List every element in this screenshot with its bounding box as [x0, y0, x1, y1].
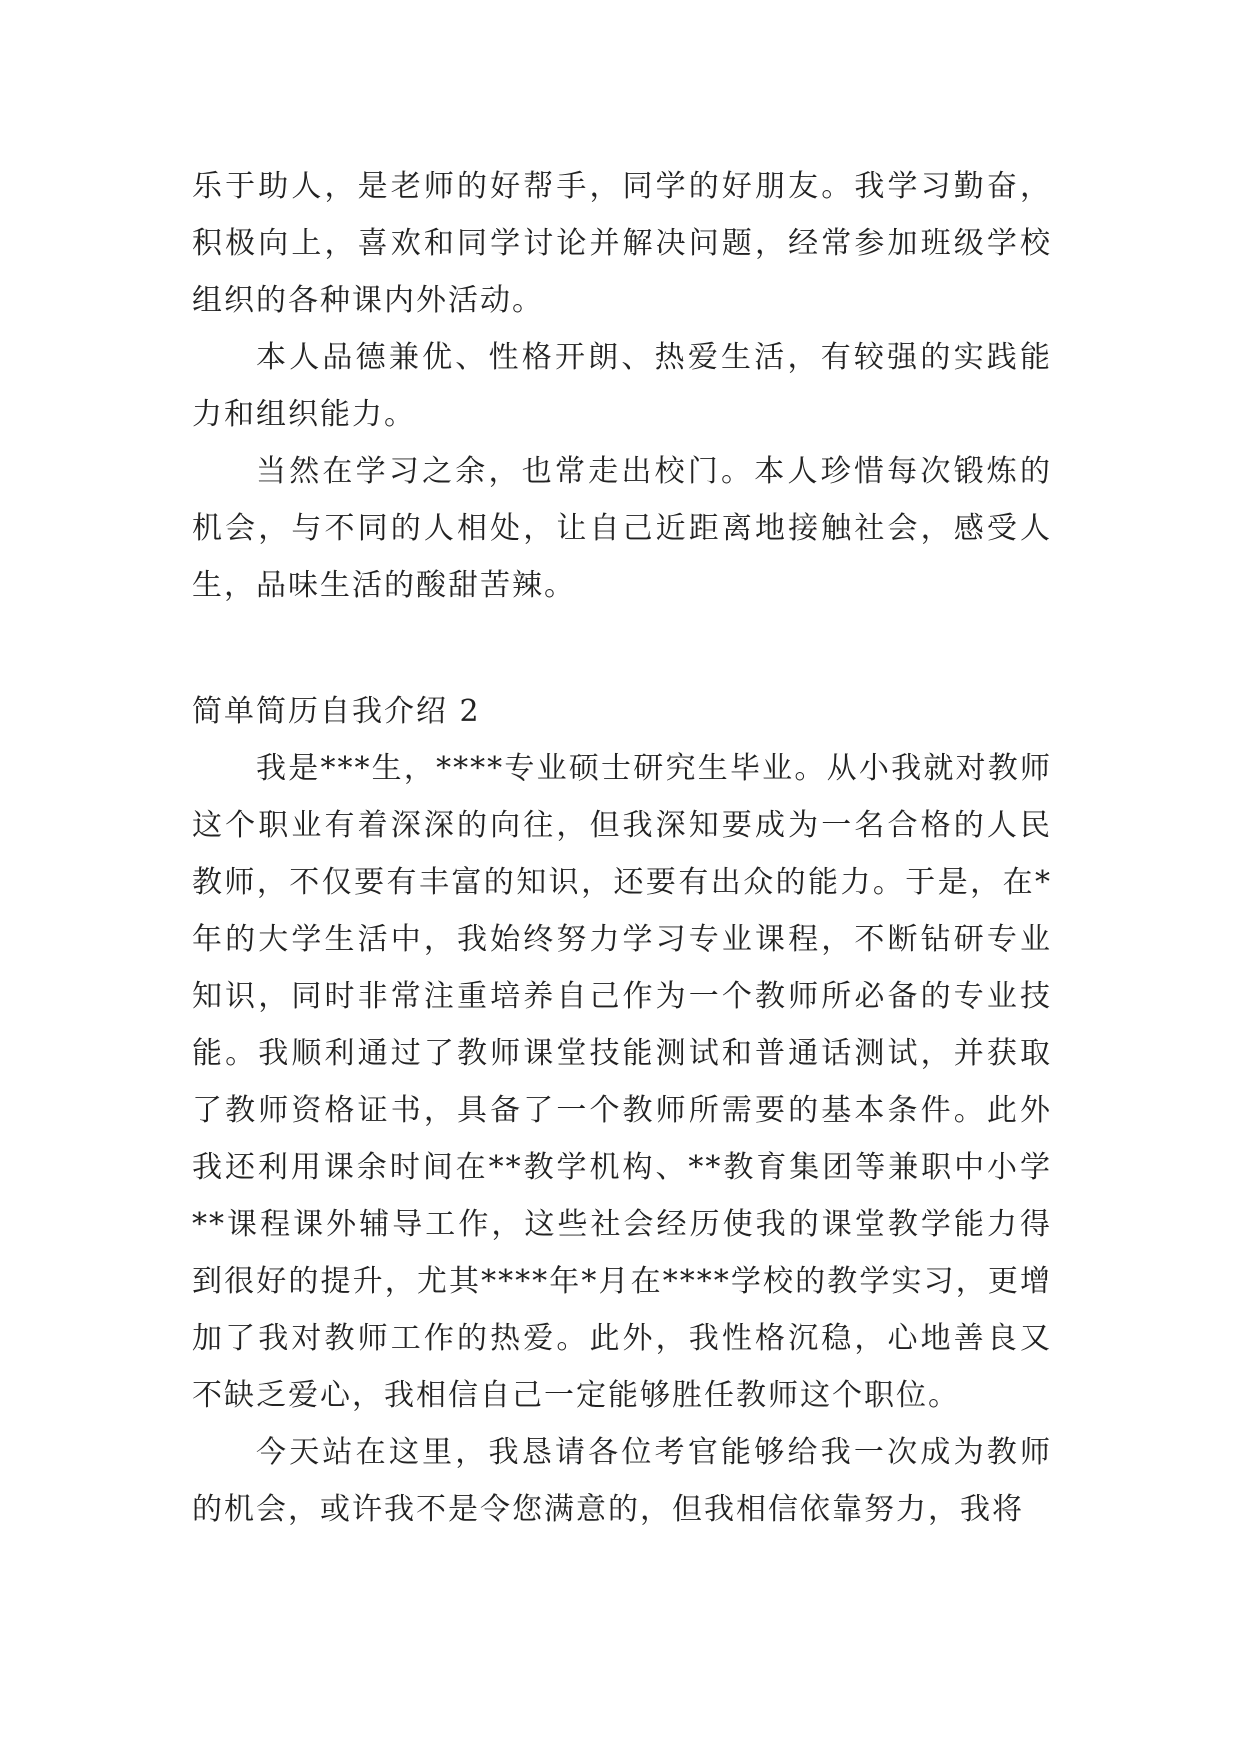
document-body [192, 158, 1052, 1538]
section-spacer [192, 614, 1052, 683]
paragraph-continuation: 乐于助人，是老师的好帮手，同学的好朋友。我学习勤奋，积极向上，喜欢和同学讨论并解决问题，经常参加班级学校组织的各种课内外活动。 [192, 169, 1052, 318]
paragraph-character: 本人品德兼优、性格开朗、热爱生活，有较强的实践能力和组织能力。 [192, 340, 1052, 432]
paragraph-social-practice: 当然在学习之余，也常走出校门。本人珍惜每次锻炼的机会，与不同的人相处，让自己近距离地接触社会，感受人生，品味生活的酸甜苦辣。 [192, 454, 1052, 603]
paragraph-self-introduction: 我是***生，****专业硕士研究生毕业。从小我就对教师这个职业有着深深的向往，但我深知要成为一名合格的人民教师，不仅要有丰富的知识，还要有出众的能力。于是，在*年的大学生活中，我始终努力学习专业课程，不断钻研专业知识，同时非常注重培养自己作为一个教师所必备的专业技能。我顺利通过了教师课堂技能测试和普通话测试，并获取了教师资格证书，具备了一个教师所需要的基本条件。此外我还利用课余时间在**教学机构、**教育集团等兼职中小学**课程课外辅导工作，这些社会经历使我的课堂教学能力得到很好的提升，尤其****年*月在****学校的教学实习，更增加了我对教师工作的热爱。此外，我性格沉稳，心地善良又不缺乏爱心，我相信自己一定能够胜任教师这个职位。 [192, 751, 1052, 1413]
section-heading: 简单简历自我介绍 2 [192, 694, 481, 729]
paragraph-closing: 今天站在这里，我恳请各位考官能够给我一次成为教师的机会，或许我不是令您满意的，但我相信依靠努力，我将 [192, 1435, 1052, 1527]
